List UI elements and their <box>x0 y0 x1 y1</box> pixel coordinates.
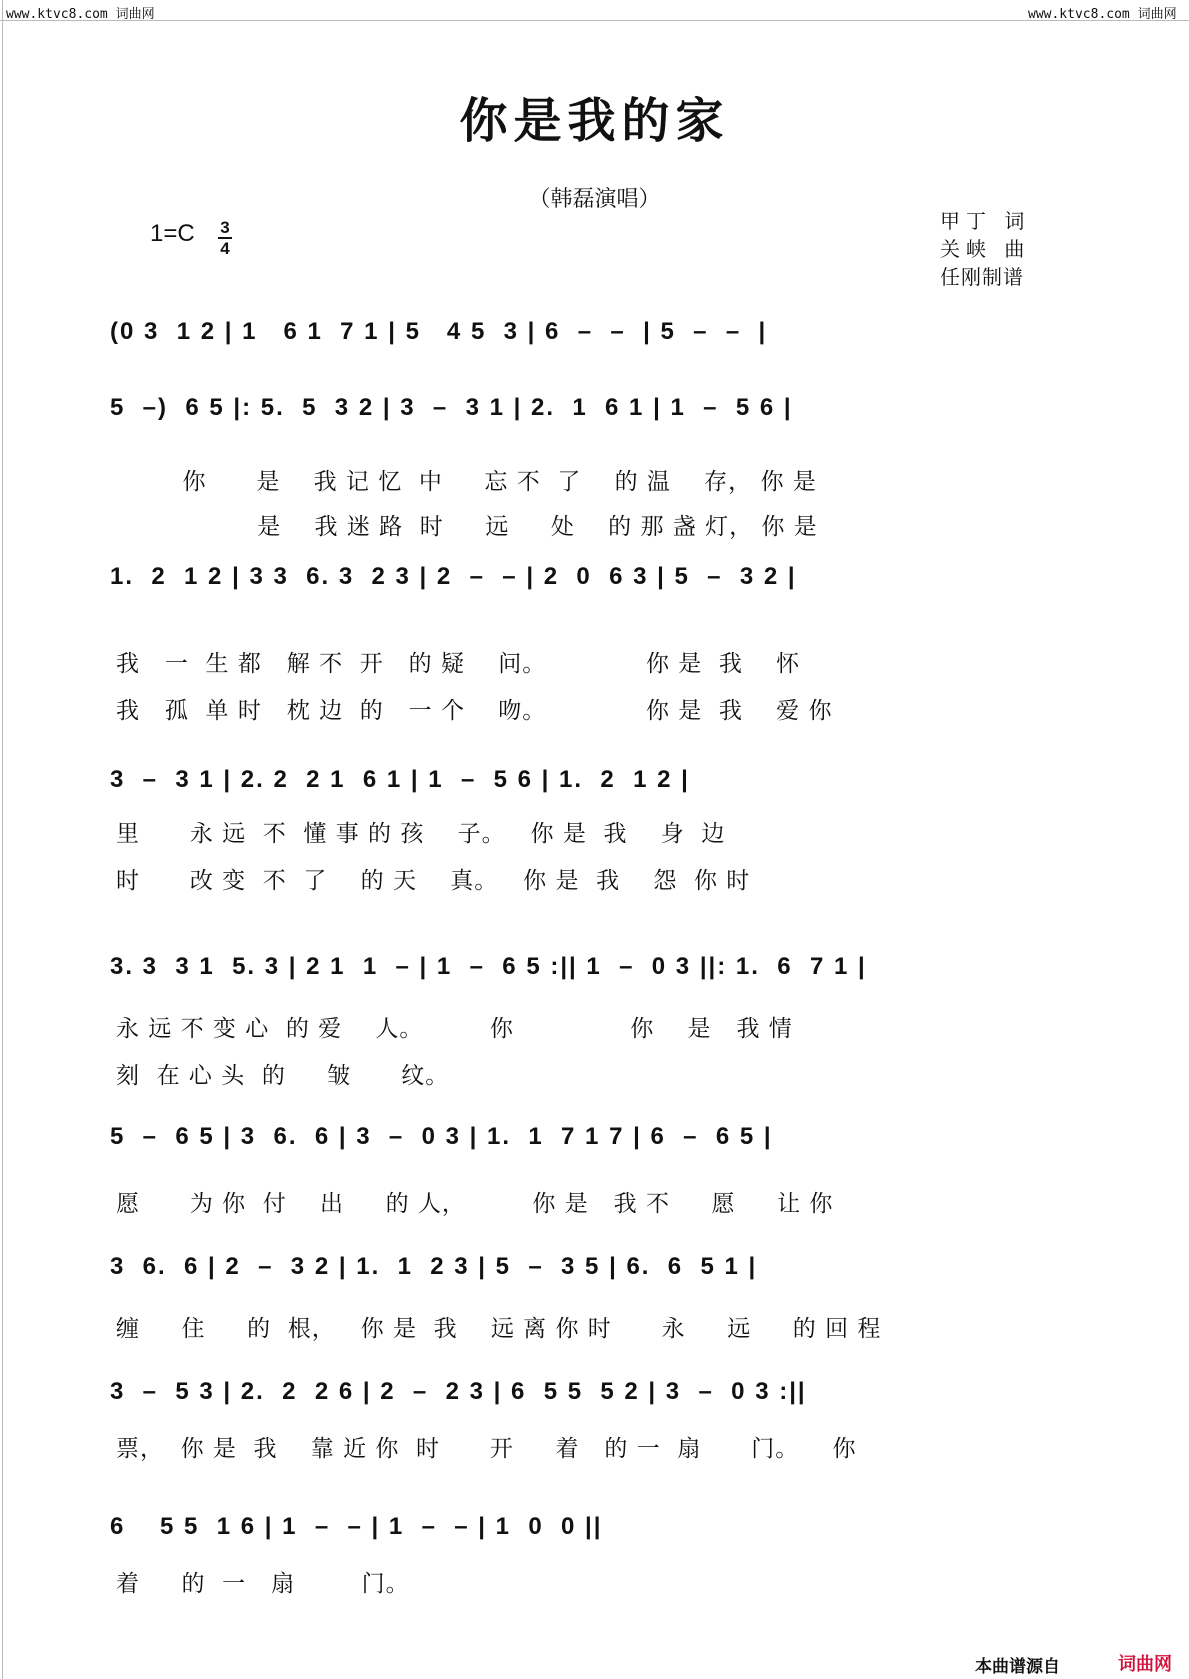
lyric-line-7: 缠 住 的 根， 你 是 我 远 离 你 时 永 远 的 回 程 <box>116 1316 882 1342</box>
lyric-line-8: 票， 你 是 我 靠 近 你 时 开 着 的 一 扇 门。 你 <box>116 1436 857 1462</box>
credit-composer: 关峡 曲 <box>940 237 1031 261</box>
music-notes: 1. 2 1 2 | 3 3 6. 3 2 3 | 2 – – | 2 0 6 3 | 5 – 3 2 | <box>110 563 797 590</box>
watermark-left: www.ktvc8.com 词曲网 <box>6 7 155 22</box>
music-notes: 5 –) 6 5 |: 5. 5 3 2 | 3 – 3 1 | 2. 1 6 1 | 1 – 5 6 | <box>110 394 793 421</box>
lyric-line-9: 着 的 一 扇 门。 <box>116 1571 410 1597</box>
song-subtitle: （韩磊演唱） <box>528 187 661 212</box>
music-line-1 <box>110 310 1070 370</box>
music-notes: 3 – 3 1 | 2. 2 2 1 6 1 | 1 – 5 6 | 1. 2 1 2 | <box>110 766 690 793</box>
credit-lyricist: 甲丁 词 <box>940 209 1031 233</box>
music-line-7 <box>110 1245 1070 1305</box>
credit-transcriber: 任刚制谱 <box>940 265 1024 289</box>
time-signature <box>218 218 232 258</box>
music-line-2 <box>110 386 1070 446</box>
key-signature: 1=C <box>150 220 195 247</box>
music-line-9 <box>110 1505 1070 1565</box>
music-notes: (0 3 1 2 | 1 6 1 7 1 | 5 4 5 3 | 6 – – | 5 – – | <box>110 318 768 345</box>
lyric-line-3-verse-2: 我 孤 单 时 枕 边 的 一 个 吻。 你 是 我 爱 你 <box>116 698 833 724</box>
lyric-line-2-verse-2: 是 我 迷 路 时 远 处 的 那 盏 灯， 你 是 <box>116 514 818 540</box>
music-line-6 <box>110 1115 1070 1175</box>
lyric-line-4-verse-2: 时 改 变 不 了 的 天 真。 你 是 我 怨 你 时 <box>116 868 751 894</box>
time-signature-top: 3 <box>220 218 230 237</box>
music-notes: 6 5 5 1 6 | 1 – – | 1 – – | 1 0 0 || <box>110 1513 603 1540</box>
lyric-line-6: 愿 为 你 付 出 的 人， 你 是 我 不 愿 让 你 <box>116 1191 834 1217</box>
music-line-3 <box>110 555 1070 615</box>
song-title: 你是我的家 <box>459 93 730 149</box>
lyric-line-5-verse-2: 刻 在 心 头 的 皱 纹。 <box>116 1063 450 1089</box>
music-line-4 <box>110 758 1070 818</box>
music-notes: 3. 3 3 1 5. 3 | 2 1 1 – | 1 – 6 5 :|| 1 – 0 3 ||: 1. 6 7 1 | <box>110 953 867 980</box>
lyric-line-5-verse-1: 永 远 不 变 心 的 爱 人。 你 你 是 我 情 <box>116 1016 793 1042</box>
lyric-line-4-verse-1: 里 永 远 不 懂 事 的 孩 子。 你 是 我 身 边 <box>116 821 726 847</box>
top-border <box>0 0 1189 21</box>
watermark-right: www.ktvc8.com 词曲网 <box>1028 7 1177 22</box>
music-line-5 <box>110 945 1070 1005</box>
left-border <box>2 0 3 1679</box>
footer-logo[interactable]: 词曲网 <box>1118 1654 1172 1675</box>
time-signature-bottom: 4 <box>220 239 230 258</box>
music-notes: 5 – 6 5 | 3 6. 6 | 3 – 0 3 | 1. 1 7 1 7 | 6 – 6 5 | <box>110 1123 773 1150</box>
lyric-line-2-verse-1: 你 是 我 记 忆 中 忘 不 了 的 温 存， 你 是 <box>116 469 817 495</box>
music-line-8 <box>110 1370 1070 1430</box>
music-notes: 3 6. 6 | 2 – 3 2 | 1. 1 2 3 | 5 – 3 5 | 6. 6 5 1 | <box>110 1253 758 1280</box>
lyric-line-3-verse-1: 我 一 生 都 解 不 开 的 疑 问。 你 是 我 怀 <box>116 651 801 677</box>
music-notes: 3 – 5 3 | 2. 2 2 6 | 2 – 2 3 | 6 5 5 5 2 | 3 – 0 3 :|| <box>110 1378 807 1405</box>
footer-source-text: 本曲谱源自 <box>975 1657 1060 1677</box>
